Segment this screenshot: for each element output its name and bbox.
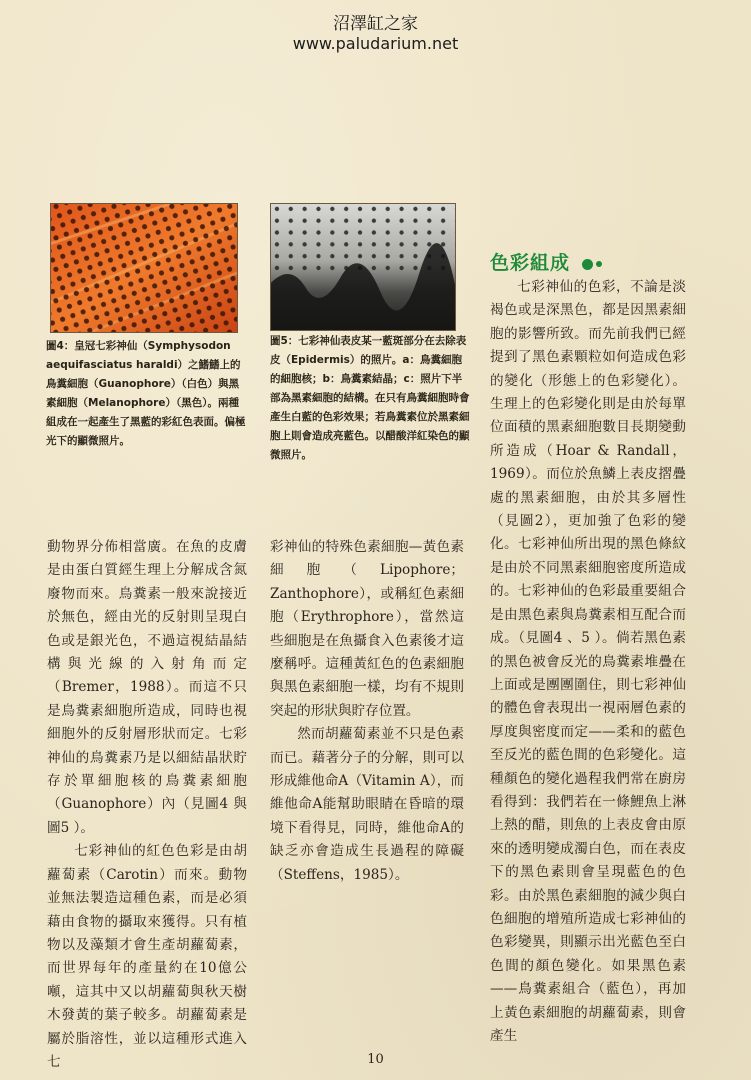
middle-paragraph-2: 然而胡蘿蔔素並不只是色素而已。藉著分子的分解，則可以形成維他命A（Vitamin A），而維他命A能幫助眼睛在昏暗的環境下看得見，同時，維他命A的缺乏亦會造成生長過程的障礙（Steffens，1985）。 (270, 726, 464, 883)
left-paragraph-1: 動物界分佈相當廣。在魚的皮膚是由蛋白質經生理上分解成含氮廢物而來。鳥糞素一般來說接近於無色，經由光的反射則呈現白色或是銀光色，不過這視結晶結構與光線的入射角而定（Bremer，1988）。而這不只是鳥糞素細胞所造成，同時也視細胞外的反射層形狀而定。七彩神仙的鳥糞素乃是以細結晶狀貯存於單細胞核的鳥糞素細胞（Guanophore）內（見圖4 與圖5 ）。 (47, 539, 247, 836)
left-paragraph-2: 七彩神仙的紅色色彩是由胡蘿蔔素（Carotin）而來。動物並無法製造這種色素，而是必須藉由食物的攝取來獲得。只有植物以及藻類才會生產胡蘿蔔素，而世界每年的產量約在10億公噸，這其中又以胡蘿蔔與秋天樹木發黃的葉子較多。胡蘿蔔素是屬於脂溶性，並以這種形式進入七 (47, 843, 247, 1070)
figure-4-caption: 圖4：皇冠七彩神仙（Symphysodon aequifasciatus haraldi）之鰭鰭上的鳥糞細胞（Guanophore）（白色）與黑素細胞（Melanophore）（黑色）。兩種組成在一起產生了黑藍的彩紅色表面。偏極光下的顯微照片。 (46, 340, 246, 447)
figure-5-caption: 圖5：七彩神仙表皮某一藍斑部分在去除表皮（Epidermis）的照片。a：鳥糞細胞的細胞核；b：鳥糞素結晶；c：照片下半部為黑素細胞的結構。在只有鳥糞細胞時會產生白藍的色彩效果；若鳥糞素位於黑素細胞上則會造成亮藍色。以醋酸洋紅染色的顯微照片。 (270, 335, 470, 461)
text-column-right (490, 276, 686, 1048)
section-title: 色彩組成 (490, 252, 571, 274)
figure-5-micrograph (271, 204, 455, 330)
figure-4-micrograph (51, 204, 237, 332)
middle-paragraph-1: 彩神仙的特殊色素細胞—黃色素細胞（Lipophore；Zanthophore），或稱紅色素細胞（Erythrophore），當然這些細胞是在魚攝食入色素後才這麼稱呼。這種黃紅色的色素細胞與黑色素細胞一樣，均有不規則突起的形狀與貯存位置。 (270, 539, 464, 719)
site-header (0, 14, 751, 54)
section-heading (490, 248, 602, 275)
page-number: 10 (367, 1052, 384, 1067)
bullet-dots-icon (582, 253, 602, 275)
figure-4-photo (50, 203, 238, 333)
text-column-middle (270, 536, 464, 887)
site-url: www.paludarium.net (292, 34, 459, 53)
figure-5-photo (270, 203, 456, 331)
site-name: 沼澤缸之家 (333, 14, 418, 34)
text-column-left (47, 536, 247, 1074)
right-paragraph-1: 七彩神仙的色彩，不論是淡褐色或是深黑色，都是因黑素細胞的影響所致。而先前我們已經提到了黑色素顆粒如何造成色彩的變化（形態上的色彩變化）。生理上的色彩變化則是由於每單位面積的黑素細胞數目長期變動所造成（Hoar & Randall，1969）。而位於魚鱗上表皮摺疊處的黑素細胞，由於其多層性（見圖2），更加強了色彩的變化。七彩神仙所出現的黑色條紋是由於不同黑素細胞密度所造成的。七彩神仙的色彩最重要組合是由黑色素與鳥糞素相互配合而成。（見圖4 、5 ）。倘若黑色素的黑色被會反光的鳥糞素堆疊在上面或是團團圍住，則七彩神仙的體色會表現出一視兩層色素的厚度與密度而定——柔和的藍色至反光的藍色間的色彩變化。這種顏色的變化過程我們常在廚房看得到：我們若在一條鯉魚上淋上熱的醋，則魚的上表皮會由原來的透明變成濁白色，而在表皮下的黑色素則會呈現藍色的色彩。由於黑色素細胞的減少與白色細胞的增殖所造成七彩神仙的色彩變異，則顯示出光藍色至白色間的顏色變化。如果黑色素——鳥糞素組合（藍色），再加上黃色素細胞的胡蘿蔔素，則會產生 (490, 279, 686, 1044)
